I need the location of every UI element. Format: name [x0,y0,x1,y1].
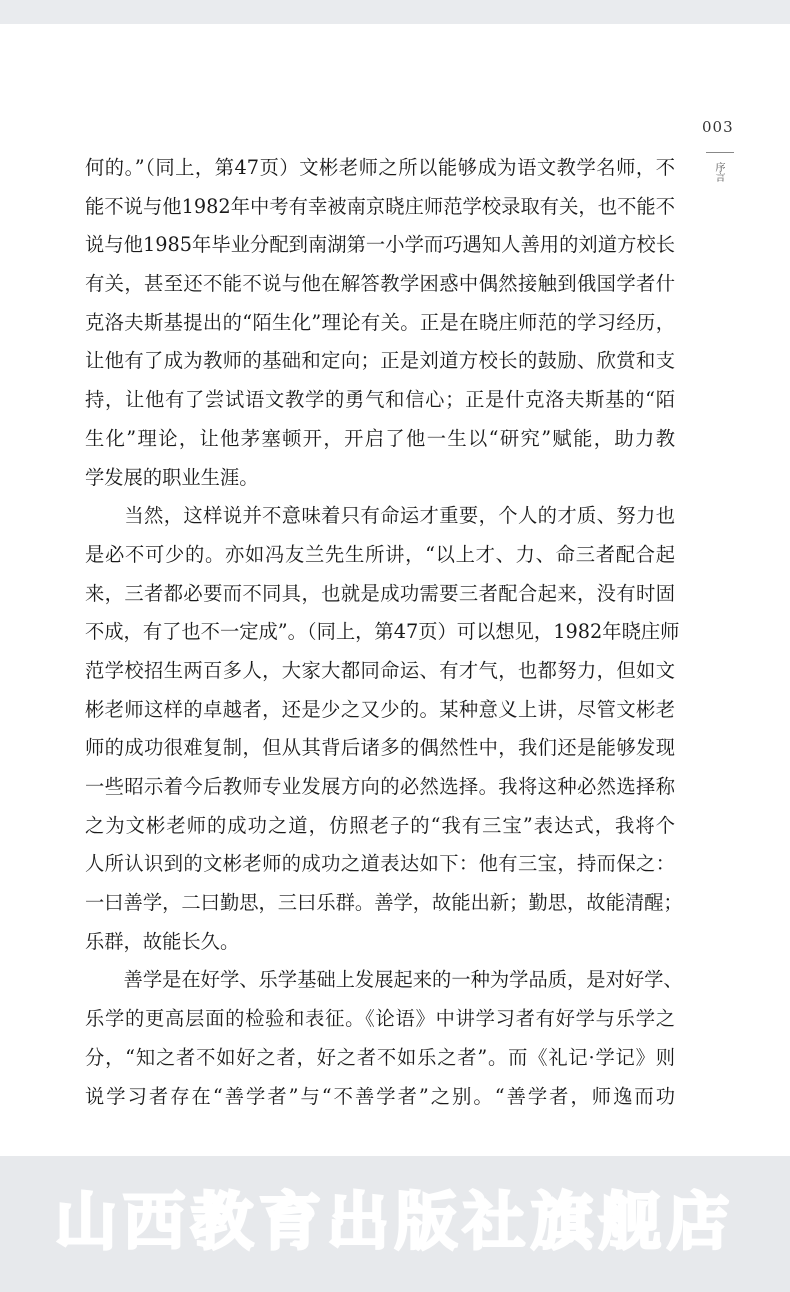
text-line: 乐群，故能长久。 [85,929,240,953]
text-line: 来，三者都必要而不同具，也就是成功需要三者配合起来，没有时固 [85,581,675,605]
top-margin-band [0,0,790,24]
text-line: 说学习者存在“善学者”与“不善学者”之别。“善学者，师逸而功 [85,1084,675,1108]
running-section-title: 序言 [713,162,724,182]
body-text [85,149,683,1116]
text-line: 是必不可少的。亦如冯友兰先生所讲，“以上才、力、命三者配合起 [85,542,675,566]
text-line: 当然，这样说并不意味着只有命运才重要，个人的才质、努力也 [85,504,675,528]
text-line: 之为文彬老师的成功之道，仿照老子的“我有三宝”表达式，我将个 [85,813,675,837]
text-line: 一些昭示着今后教师专业发展方向的必然选择。我将这种必然选择称 [85,775,675,798]
text-line: 有关，甚至还不能不说与他在解答教学困惑中偶然接触到俄国学者什 [85,272,675,296]
text-line: 说与他1985年毕业分配到南湖第一小学而巧遇知人善用的刘道方校长 [85,233,675,257]
text-line: 师的成功很难复制，但从其背后诸多的偶然性中，我们还是能够发现 [85,736,675,760]
store-name-banner: 山西教育出版社旗舰店 [54,1185,735,1258]
text-line: 能不说与他1982年中考有幸被南京晓庄师范学校录取有关，也不能不 [85,194,675,218]
text-line: 分，“知之者不如好之者，好之者不如乐之者”。而《礼记·学记》则 [85,1045,675,1069]
text-line: 何的。”（同上，第47页）文彬老师之所以能够成为语文教学名师，不 [85,156,675,179]
text-line: 持，让他有了尝试语文教学的勇气和信心；正是什克洛夫斯基的“陌 [85,388,675,412]
text-line: 范学校招生两百多人，大家大都同命运、有才气，也都努力，但如文 [85,658,675,682]
text-line: 善学是在好学、乐学基础上发展起来的一种为学品质，是对好学、 [85,968,683,992]
text-line: 不成，有了也不一定成”。（同上，第47页）可以想见，1982年晓庄师 [85,620,680,644]
text-line: 让他有了成为教师的基础和定向；正是刘道方校长的鼓励、欣赏和支 [85,349,675,373]
text-line: 彬老师这样的卓越者，还是少之又少的。某种意义上讲，尽管文彬老 [85,697,675,721]
text-line: 一曰善学，二曰勤思，三曰乐群。善学，故能出新；勤思，故能清醒； [85,891,683,915]
text-line: 乐学的更高层面的检验和表征。《论语》中讲学习者有好学与乐学之 [85,1007,675,1031]
text-line: 克洛夫斯基提出的“陌生化”理论有关。正是在晓庄师范的学习经历， [85,310,675,334]
text-line: 生化”理论，让他茅塞顿开，开启了他一生以“研究”赋能，助力教 [85,426,675,450]
page-number-rule [706,152,734,153]
text-line: 人所认识到的文彬老师的成功之道表达如下：他有三宝，持而保之： [85,852,675,876]
page-number: 003 [702,118,734,136]
text-line: 学发展的职业生涯。 [85,465,259,489]
